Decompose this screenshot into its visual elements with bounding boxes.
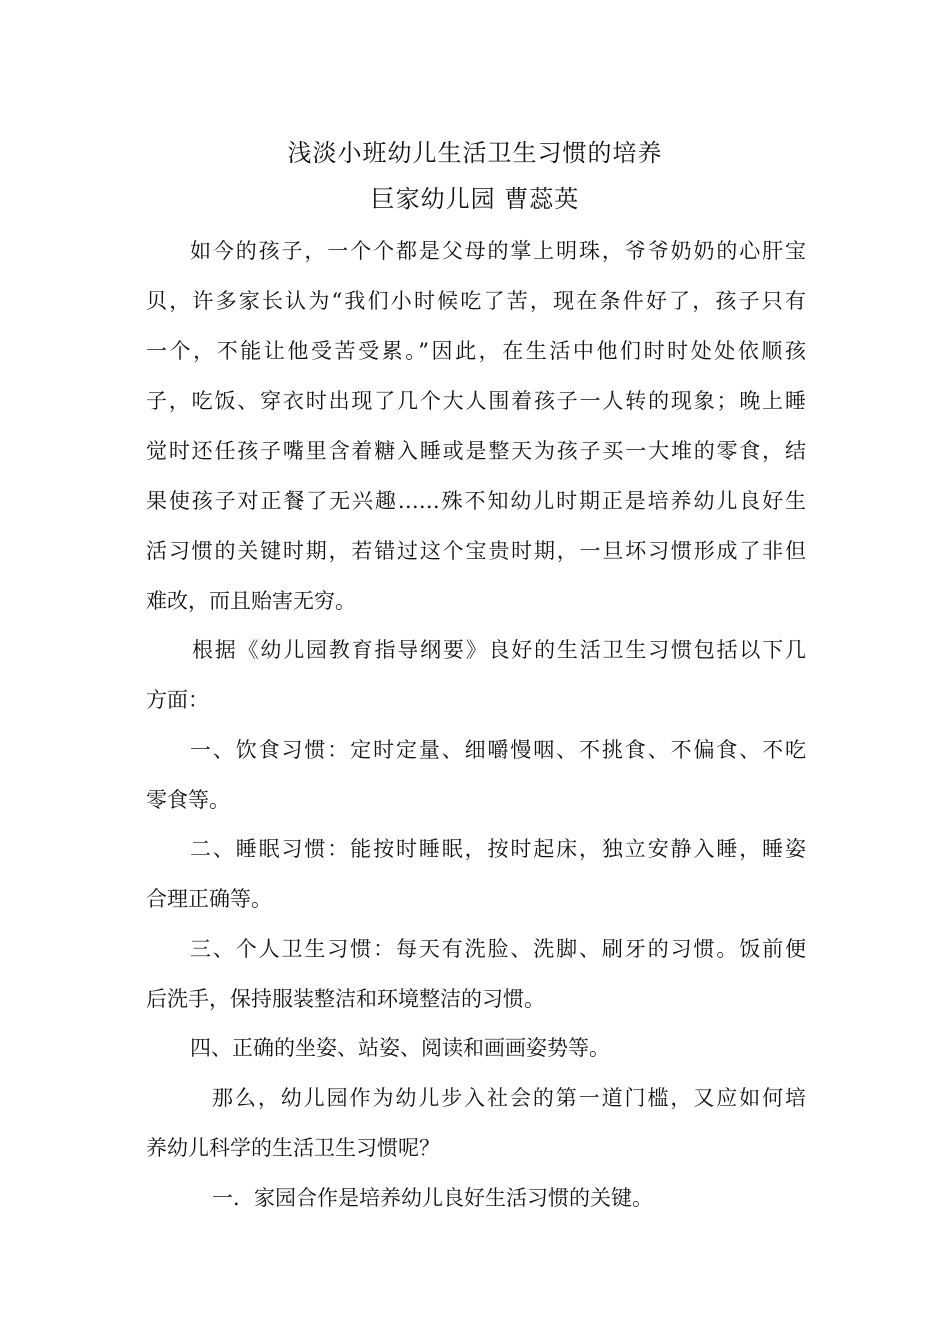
paragraph-line: 如今的孩子，一个个都是父母的掌上明珠，爷爷奶奶的心肝宝 [190,239,806,263]
paragraph-line: 养幼儿科学的生活卫生习惯呢？ [146,1136,440,1160]
paragraph-line: 果使孩子对正餐了无兴趣……殊不知幼儿时期正是培养幼儿良好生 [146,489,806,513]
paragraph-line: 觉时还任孩子嘴里含着糖入睡或是整天为孩子买一大堆的零食，结 [146,439,806,463]
list-item-line: 四、正确的坐姿、站姿、阅读和画画姿势等。 [190,1036,610,1060]
paragraph-line: 活习惯的关键时期，若错过这个宝贵时期，一旦坏习惯形成了非但 [146,539,806,563]
list-item-line: 后洗手，保持服装整洁和环境整洁的习惯。 [146,987,545,1011]
document-title: 浅淡小班幼儿生活卫生习惯的培养 [287,139,663,167]
author-line: 巨家幼儿园 曹蕊英 [370,185,580,213]
list-item-line: 三、个人卫生习惯：每天有洗脸、洗脚、刷牙的习惯。饭前便 [190,937,806,961]
paragraph-line: 子，吃饭、穿衣时出现了几个大人围着孩子一人转的现象；晚上睡 [146,389,806,413]
list-item-line: 合理正确等。 [146,887,272,911]
paragraph-line: 一个，不能让他受苦受累。”因此，在生活中他们时时处处依顺孩 [146,339,806,363]
list-item-line: 零食等。 [146,788,230,812]
section-heading: 一．家园合作是培养幼儿良好生活习惯的关键。 [212,1186,653,1210]
paragraph-line: 那么，幼儿园作为幼儿步入社会的第一道门槛，又应如何培 [212,1086,806,1110]
paragraph-line: 难改，而且贻害无穷。 [146,589,356,613]
list-item-line: 一、饮食习惯：定时定量、细嚼慢咽、不挑食、不偏食、不吃 [190,738,806,762]
list-item-line: 二、睡眠习惯：能按时睡眠，按时起床，独立安静入睡，睡姿 [190,837,806,861]
paragraph-line: 方面： [146,688,209,712]
paragraph-line: 贝，许多家长认为“我们小时候吃了苦，现在条件好了，孩子只有 [146,289,806,313]
paragraph-line: 根据《幼儿园教育指导纲要》良好的生活卫生习惯包括以下几 [192,638,806,662]
